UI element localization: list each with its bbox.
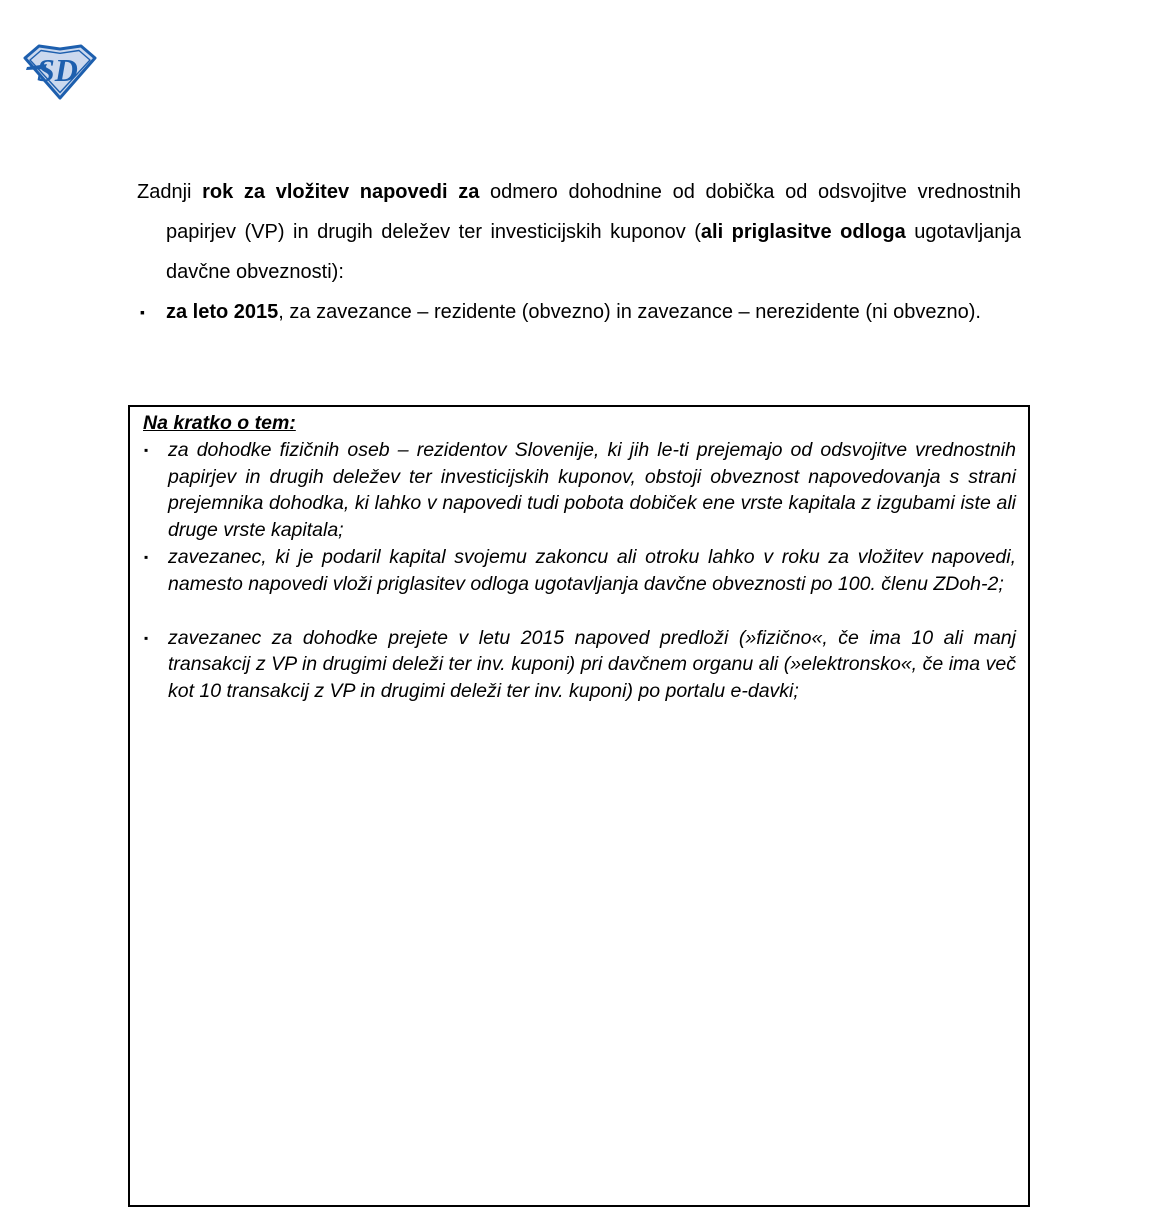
summary-heading: Na kratko o tem:: [143, 412, 296, 434]
intro-bold-deadline: rok za vložitev napovedi za: [202, 181, 480, 203]
deadline-text: , za zavezance – rezidente (obvezno) in zavezance – nerezidente (ni obvezno).: [278, 301, 981, 323]
bullet-icon: ▪: [144, 442, 149, 457]
deadline-list-item: [137, 292, 1021, 332]
summary-item-text: za dohodke fizičnih oseb – rezidentov Slovenije, ki jih le-ti prejemajo od odsvojitve vrednostnih papirjev in drugih deležev ter investicijskih kuponov, obstoji obveznost napovedovanja s strani prejemnika dohodka, ki lahko v napovedi tudi pobota dobiček ene vrste kapitala z izgubami iste ali druge vrste kapitala;: [168, 438, 1016, 542]
intro-text-mid: odmero dohodnine od dobička od odsvojitve vrednostnih papirjev (VP) in drugih deležev ter investicijskih kuponov (: [166, 181, 1021, 243]
summary-item-text: zavezanec, ki je podaril kapital svojemu zakoncu ali otroku lahko v roku za vložitev napovedi, namesto napovedi vloži priglasitev odloga ugotavljanja davčne obveznosti po 100. členu ZDoh-2;: [168, 545, 1016, 595]
summary-item-text: zavezanec za dohodke prejete v letu 2015 napoved predloži (»fizično«, če ima 10 ali manj transakcij z VP in drugimi deleži ter inv. kuponi) pri davčnem organu ali (»elektronsko«, če ima več kot 10 transakcij z VP in drugimi deleži ter inv. kuponi) po portalu e-davki;: [168, 626, 1016, 703]
summary-item: [143, 437, 1016, 544]
bullet-icon: ▪: [144, 549, 149, 564]
bullet-icon: ▪: [140, 304, 145, 320]
deadline-bold-year: za leto 2015: [166, 301, 279, 323]
summary-item: [143, 544, 1016, 598]
main-content: [137, 172, 1021, 332]
intro-text-end: ugotavljanja davčne obveznosti):: [166, 221, 1021, 283]
logo-letters: SD: [37, 52, 78, 88]
intro-bold-deferral: ali priglasitve odloga: [700, 221, 906, 243]
sd-logo: [23, 44, 97, 100]
summary-item: [143, 625, 1016, 705]
summary-box: [128, 405, 1030, 1207]
bullet-icon: ▪: [144, 630, 149, 645]
intro-text-start: Zadnji: [137, 181, 203, 203]
intro-paragraph: [137, 172, 1021, 292]
sd-shield-icon: [23, 44, 97, 100]
